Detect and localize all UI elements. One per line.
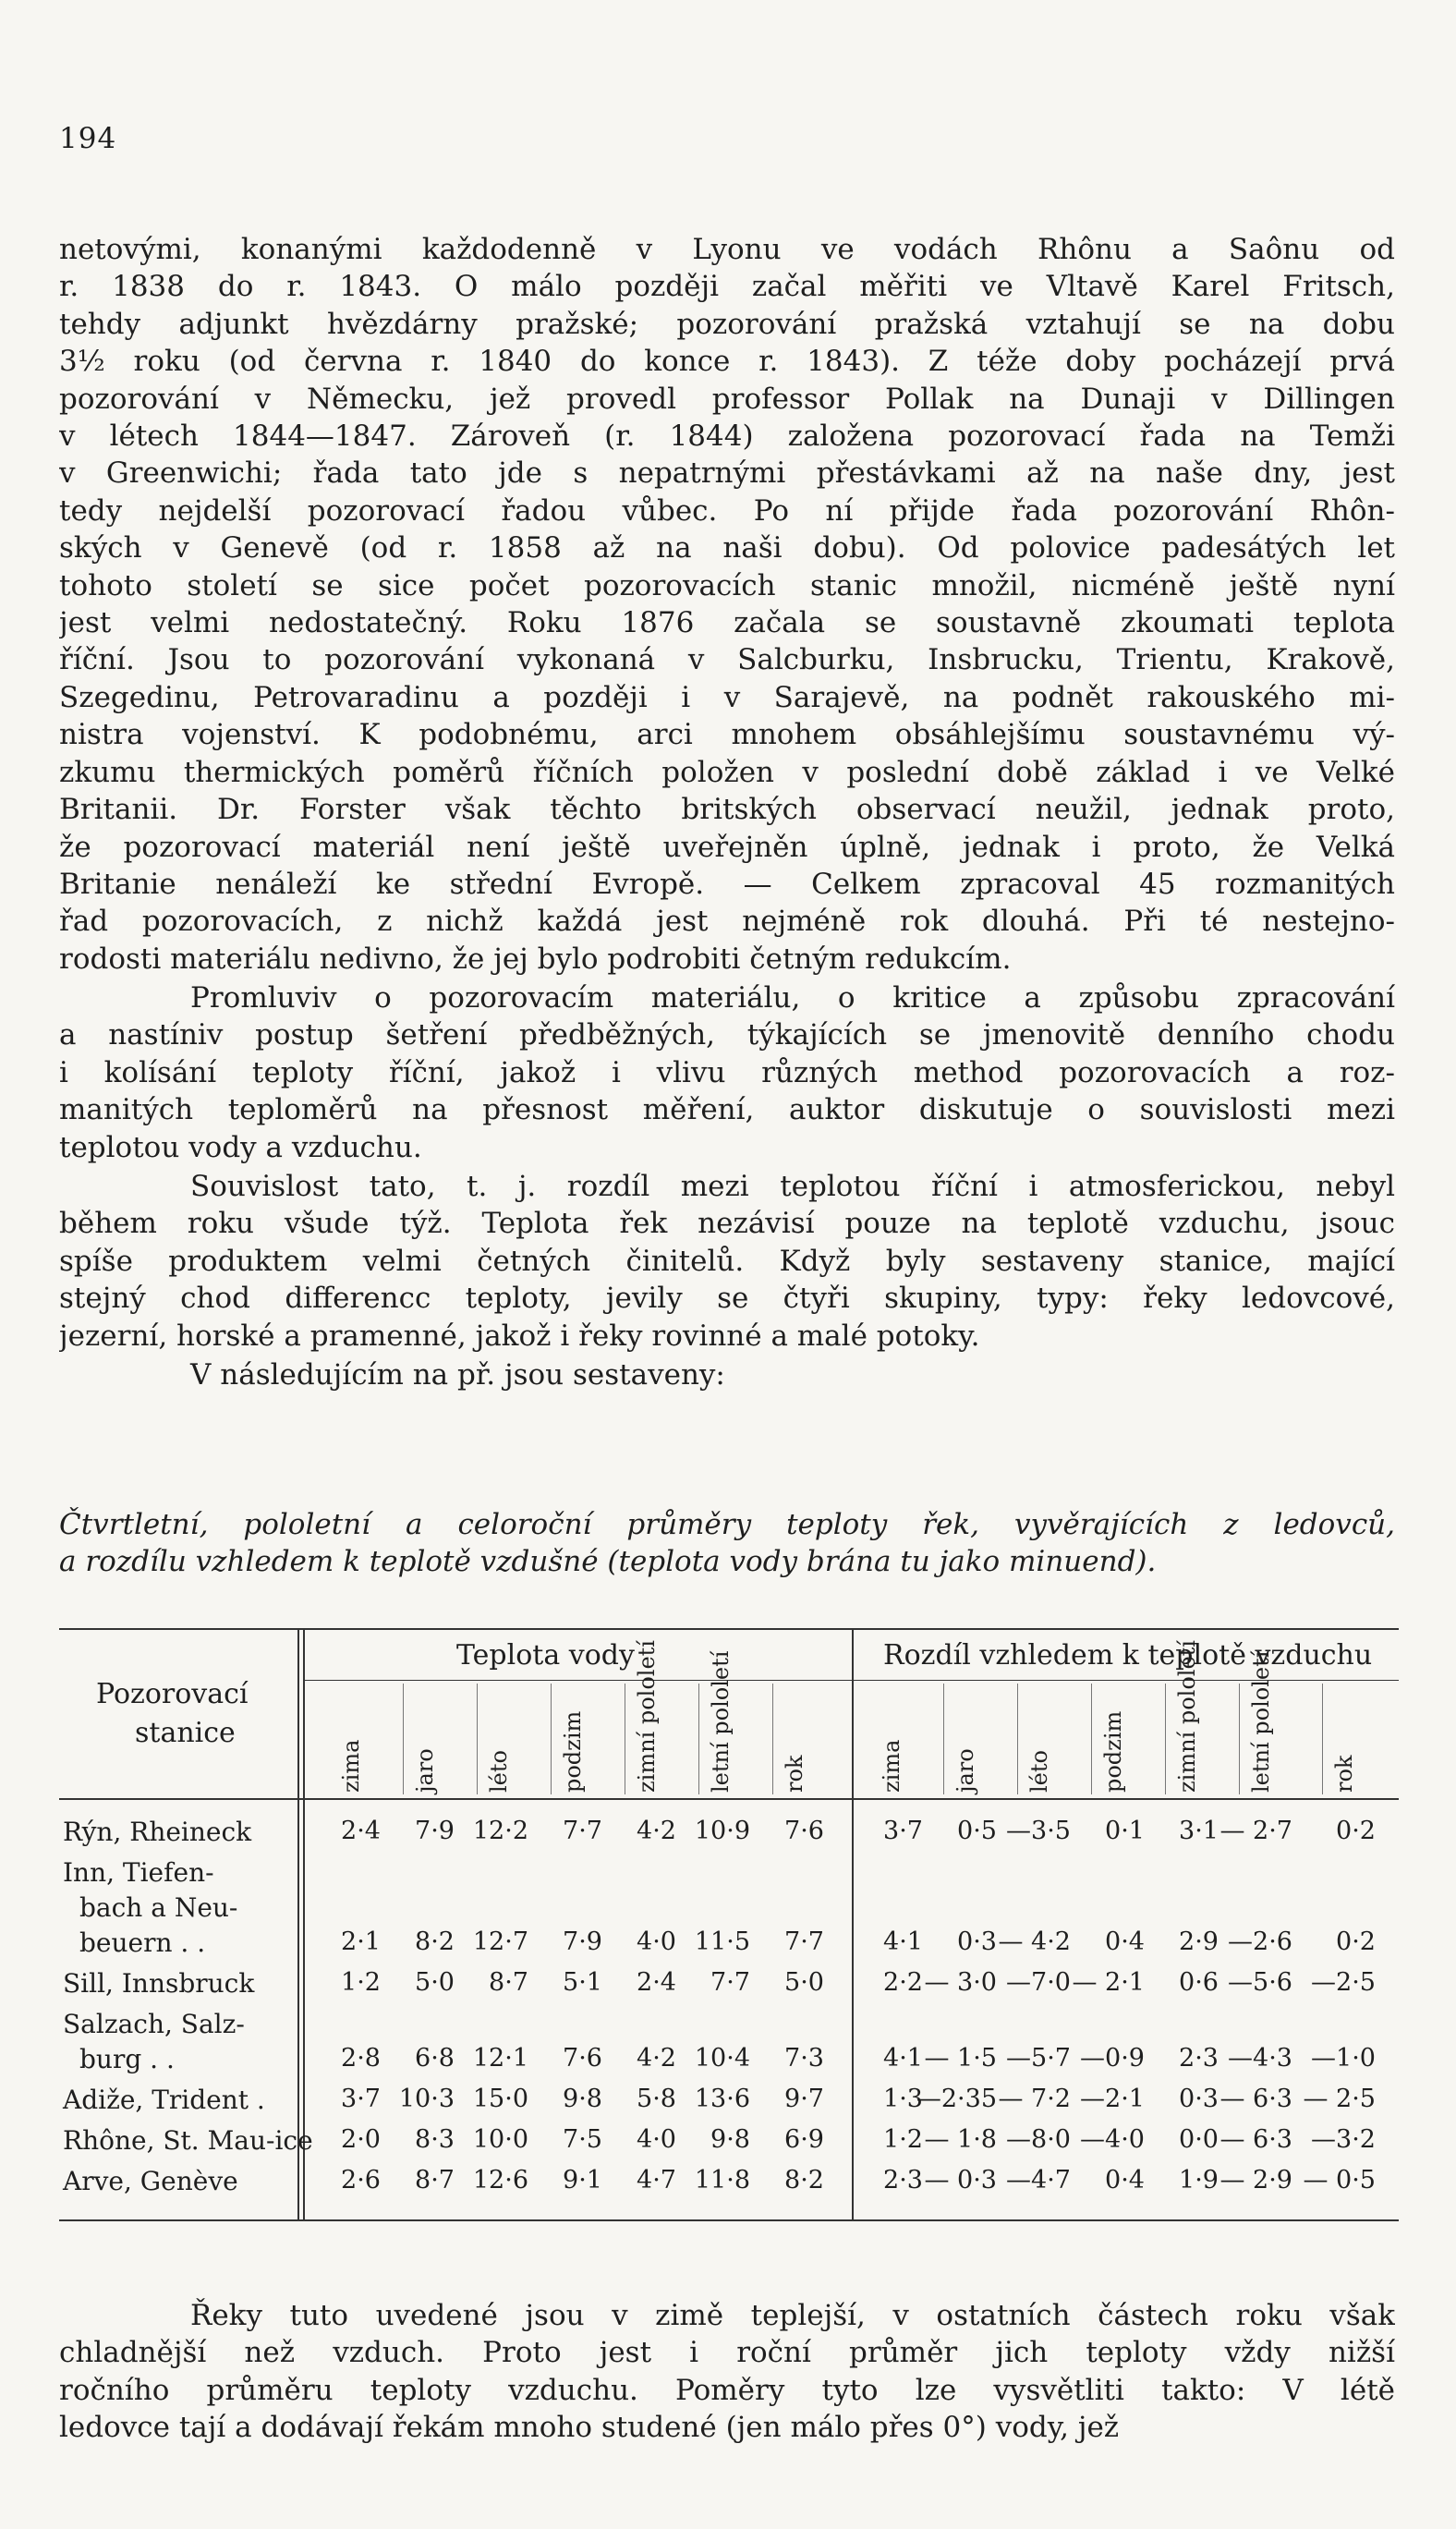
water-col-header: letní pololetí [708,1650,734,1793]
diff-cell: 4·1 [883,1927,923,1956]
text-line: a rozdílu vzhledem k teplotě vzdušné (teplota vody brána tu jako minuend). [59,1545,1157,1578]
diff-cell: — 4·2 [998,1927,1071,1956]
water-temp-cell: 10·4 [694,2044,750,2073]
diff-cell: —2·35 [916,2085,997,2113]
water-temp-cell: 7·9 [415,1817,455,1845]
diff-cell: 0·6 [1179,1968,1219,1997]
text-line: Promluviv o pozorovacím materiálu, o kritice a způsobu zpracování [190,981,1395,1015]
diff-cell: 0·4 [1105,2166,1145,2195]
water-temp-cell: 15·0 [472,2085,528,2113]
water-temp-cell: 8·2 [784,2166,824,2195]
text-line: ročního průměru teploty vzduchu. Poměry tyto lze vysvětliti takto: V létě [59,2373,1395,2407]
text-line: rodosti materiálu nedivno, že jej bylo podrobiti četným redukcím. [59,942,1012,976]
water-temp-cell: 1·2 [341,1968,381,1997]
text-line: řad pozorovacích, z nichž každá jest nejméně rok dlouhá. Při té nestejno- [59,905,1395,939]
text-line: spíše produktem velmi četných činitelů. Když byly sestaveny stanice, mající [59,1244,1395,1278]
station-name: Arve, Genève [63,2166,238,2196]
water-col-header: podzim [560,1710,586,1793]
station-name: Salzach, Salz- [63,2009,245,2039]
station-name: bach a Neu- [79,1892,238,1923]
water-temp-cell: 11·5 [694,1927,750,1956]
col-separator [477,1684,478,1794]
text-line: 3½ roku (od června r. 1840 do konce r. 1843). Z téže doby pocházejí prvá [59,345,1395,379]
water-temp-cell: 2·8 [341,2044,381,2073]
water-temp-cell: 2·0 [341,2125,381,2154]
diff-cell: —2·1 [1080,2085,1145,2113]
diff-cell: —2·6 [1228,1927,1292,1956]
water-temp-cell: 9·1 [563,2166,602,2195]
diff-cell: 3·1 [1179,1817,1219,1845]
water-temp-cell: 2·6 [341,2166,381,2195]
text-line: Čtvrtletní, pololetní a celoroční průměry teploty řek, vyvěrajících z ledovců, [59,1508,1395,1541]
station-name: Adiže, Trident . [63,2085,265,2115]
diff-cell: 4·1 [883,2044,923,2073]
water-temp-cell: 8·3 [415,2125,455,2154]
text-line: v létech 1844—1847. Zároveň (r. 1844) založena pozorovací řada na Temži [59,419,1395,454]
diff-cell: 0·3 [1179,2085,1219,2113]
water-temp-cell: 5·8 [637,2085,676,2113]
water-temp-cell: 5·0 [415,1968,455,1997]
text-line: netovými, konanými každodenně v Lyonu ve vodách Rhônu a Saônu od [59,233,1395,266]
text-line: teplotou vody a vzduchu. [59,1130,422,1164]
diff-cell: —4·0 [1080,2125,1145,2154]
diff-cell: 1·2 [883,2125,923,2154]
col-separator [698,1684,699,1794]
water-temp-cell: 4·7 [637,2166,676,2195]
table-header-rule [59,1798,1399,1800]
water-col-header: léto [486,1750,512,1793]
text-line: i kolísání teploty říční, jakož i vlivu různých method pozorovacích a roz- [59,1055,1395,1089]
water-temp-cell: 11·8 [694,2166,750,2195]
diff-col-header: letní pololetí [1248,1650,1274,1793]
water-temp-cell: 7·9 [563,1927,602,1956]
text-line: r. 1838 do r. 1843. O málo později začal měřiti ve Vltavě Karel Fritsch, [59,270,1395,304]
water-temp-cell: 2·4 [341,1817,381,1845]
water-temp-cell: 12·1 [472,2044,528,2073]
water-temp-cell: 7·6 [563,2044,602,2073]
diff-cell: 0·1 [1105,1817,1145,1845]
water-temp-cell: 12·2 [472,1817,528,1845]
diff-cell: 0·5 [957,1817,997,1845]
text-line: pozorování v Německu, jež provedl professor Pollak na Dunaji v Dillingen [59,382,1395,416]
station-name: Rhône, St. Mau-ice [63,2125,313,2156]
diff-cell: 0·3 [957,1927,997,1956]
diff-cell: 0·2 [1336,1927,1376,1956]
water-temp-cell: 12·7 [472,1927,528,1956]
paragraph-3 [59,1168,1395,1355]
diff-col-header: zima [879,1739,904,1793]
text-line: ských v Genevě (od r. 1858 až na naši dobu). Od polovice padesátých let [59,531,1395,565]
diff-cell: 3·7 [883,1817,923,1845]
text-line: manitých teploměrů na přesnost měření, auktor diskutuje o souvislosti mezi [59,1093,1395,1127]
text-line: během roku všude týž. Teplota řek nezávisí pouze na teplotě vzduchu, jsouc [59,1207,1395,1241]
water-temp-cell: 8·7 [489,1968,528,1997]
text-line: říční. Jsou to pozorování vykonaná v Salcburku, Insbrucku, Trientu, Krakově, [59,643,1395,677]
page-number: 194 [59,122,117,155]
table-top-rule [59,1628,1399,1630]
diff-cell: 0·4 [1105,1927,1145,1956]
text-line: a nastíniv postup šetření předběžných, týkajících se jmenovitě denního chodu [59,1018,1395,1052]
text-line: tohoto století se sice počet pozorovacích stanic množil, nicméně ještě nyní [59,568,1395,602]
diff-cell: 2·3 [1179,2044,1219,2073]
station-header-1: Pozorovací [96,1678,249,1710]
diff-cell: —7·0 [1006,1968,1071,1997]
diff-cell: 0·2 [1336,1817,1376,1845]
water-temp-cell: 2·1 [341,1927,381,1956]
diff-col-header: rok [1331,1755,1357,1793]
water-col-header: rok [782,1755,807,1793]
water-temp-cell: 7·3 [784,2044,824,2073]
diff-cell: 1·3 [883,2085,923,2113]
diff-cell: — 3·0 [924,1968,997,1997]
col-separator [1239,1684,1240,1794]
col-separator [943,1684,944,1794]
diff-cell: —8·0 [1006,2125,1071,2154]
text-line: tedy nejdelší pozorovací řadou vůbec. Po ní přijde řada pozorování Rhôn- [59,493,1395,528]
water-temp-cell: 2·4 [637,1968,676,1997]
final-paragraph [59,2297,1395,2447]
diff-cell: —5·7 [1006,2044,1071,2073]
water-temp-cell: 5·1 [563,1968,602,1997]
col-separator [403,1684,404,1794]
water-temp-cell: 9·7 [784,2085,824,2113]
water-temp-cell: 7·7 [784,1927,824,1956]
paragraph-1 [59,231,1395,978]
diff-cell: — 2·9 [1219,2166,1292,2195]
col-separator [551,1684,552,1794]
diff-cell: 2·9 [1179,1927,1219,1956]
diff-cell: 2·3 [883,2166,923,2195]
diff-cell: — 2·5 [1303,2085,1376,2113]
water-temp-cell: 6·8 [415,2044,455,2073]
water-temp-cell: 7·5 [563,2125,602,2154]
text-line: stejný chod differencc teploty, jevily se čtyři skupiny, typy: řeky ledovcové, [59,1282,1395,1316]
water-temp-cell: 9·8 [563,2085,602,2113]
diff-cell: 0·0 [1179,2125,1219,2154]
text-line: ledovce tají a dodávají řekám mnoho studené (jen málo přes 0°) vody, jež [59,2411,1120,2445]
text-line: tehdy adjunkt hvězdárny pražské; pozorování pražská vztahují se na dobu [59,307,1395,341]
water-temp-cell: 7·7 [710,1968,750,1997]
water-temp-cell: 13·6 [694,2085,750,2113]
diff-cell: —0·9 [1080,2044,1145,2073]
group-underline [305,1680,1399,1681]
water-temp-cell: 5·0 [784,1968,824,1997]
diff-cell: —4·3 [1228,2044,1292,2073]
diff-col-header: léto [1026,1750,1052,1793]
water-temp-cell: 9·8 [710,2125,750,2154]
text-line: Szegedinu, Petrovaradinu a později i v Sarajevě, na podnět rakouského mi- [59,680,1395,714]
water-temp-cell: 8·7 [415,2166,455,2195]
text-line: Britanii. Dr. Forster však těchto britských observací neužil, jednak proto, [59,793,1395,827]
text-line: zkumu thermických poměrů říčních položen v poslední době základ i ve Velké [59,755,1395,789]
diff-cell: — 1·8 [924,2125,997,2154]
diff-col-header: jaro [952,1748,978,1793]
group-diff-header: Rozdíl vzhledem k teplotě vzduchu [883,1639,1373,1672]
paragraph-4 [59,1356,1395,1393]
diff-col-header: zimní pololetí [1174,1640,1200,1793]
water-temp-cell: 7·6 [784,1817,824,1845]
text-line: chladnější než vzduch. Proto jest i roční průměr jich teploty vždy nižší [59,2336,1395,2370]
text-line: Řeky tuto uvedené jsou v zimě teplejší, v ostatních částech roku však [190,2299,1395,2332]
water-col-header: zimní pololetí [634,1640,660,1793]
water-temp-cell: 10·9 [694,1817,750,1845]
col-separator [1017,1684,1018,1794]
water-col-header: jaro [412,1748,438,1793]
text-line: Souvislost tato, t. j. rozdíl mezi teplotou říční i atmosferickou, nebyl [190,1170,1395,1203]
water-col-header: zima [338,1739,364,1793]
table-caption [59,1506,1395,1580]
diff-cell: —3·5 [1006,1817,1071,1845]
diff-cell: —1·0 [1311,2044,1376,2073]
text-line: v Greenwichi; řada tato jde s nepatrnými přestávkami až na naše dny, jest [59,456,1395,491]
text-line: jezerní, horské a pramenné, jakož i řeky rovinné a malé potoky. [59,1319,980,1353]
water-temp-cell: 4·2 [637,1817,676,1845]
col-separator [1091,1684,1092,1794]
table-bottom-rule [59,2219,1399,2221]
diff-cell: — 0·5 [1303,2166,1376,2195]
water-temp-cell: 7·7 [563,1817,602,1845]
diff-cell: —4·7 [1006,2166,1071,2195]
water-temp-cell: 8·2 [415,1927,455,1956]
diff-cell: — 6·3 [1219,2085,1292,2113]
diff-cell: — 7·2 [998,2085,1071,2113]
text-line: V následujícím na př. jsou sestaveny: [190,1358,725,1392]
diff-cell: — 2·7 [1219,1817,1292,1845]
water-temp-cell: 4·2 [637,2044,676,2073]
col-separator [1165,1684,1166,1794]
text-line: že pozorovací materiál není ještě uveřejněn úplně, jednak i proto, že Velká [59,830,1395,864]
text-line: nistra vojenství. K podobnému, arci mnohem obsáhlejšímu soustavnému vý- [59,718,1395,752]
diff-cell: — 0·3 [924,2166,997,2195]
water-temp-cell: 12·6 [472,2166,528,2195]
station-name: beuern . . [79,1927,206,1958]
water-temp-cell: 10·0 [472,2125,528,2154]
diff-cell: — 2·1 [1072,1968,1145,1997]
station-name: Sill, Innsbruck [63,1968,255,1999]
diff-cell: 2·2 [883,1968,923,1997]
diff-col-header: podzim [1100,1710,1126,1793]
group-water-header: Teplota vody [456,1639,635,1672]
diff-cell: —5·6 [1228,1968,1292,1997]
col-separator [1322,1684,1323,1794]
water-temp-cell: 4·0 [637,2125,676,2154]
diff-cell: 1·9 [1179,2166,1219,2195]
water-temp-cell: 4·0 [637,1927,676,1956]
diff-cell: — 6·3 [1219,2125,1292,2154]
diff-cell: — 1·5 [924,2044,997,2073]
water-temp-cell: 10·3 [398,2085,455,2113]
station-name: burg . . [79,2044,175,2074]
water-temp-cell: 6·9 [784,2125,824,2154]
station-header-2: stanice [135,1717,236,1749]
station-name: Inn, Tiefen- [63,1857,214,1888]
diff-cell: —2·5 [1311,1968,1376,1997]
diff-cell: —3·2 [1311,2125,1376,2154]
water-temp-cell: 3·7 [341,2085,381,2113]
station-name: Rýn, Rheineck [63,1817,252,1847]
paragraph-2 [59,979,1395,1166]
text-line: jest velmi nedostatečný. Roku 1876 začala se soustavně zkoumati teplota [59,606,1395,640]
col-separator [772,1684,773,1794]
data-table [59,1628,1399,2229]
text-line: Britanie nenáleží ke střední Evropě. — Celkem zpracoval 45 rozmanitých [59,867,1395,901]
